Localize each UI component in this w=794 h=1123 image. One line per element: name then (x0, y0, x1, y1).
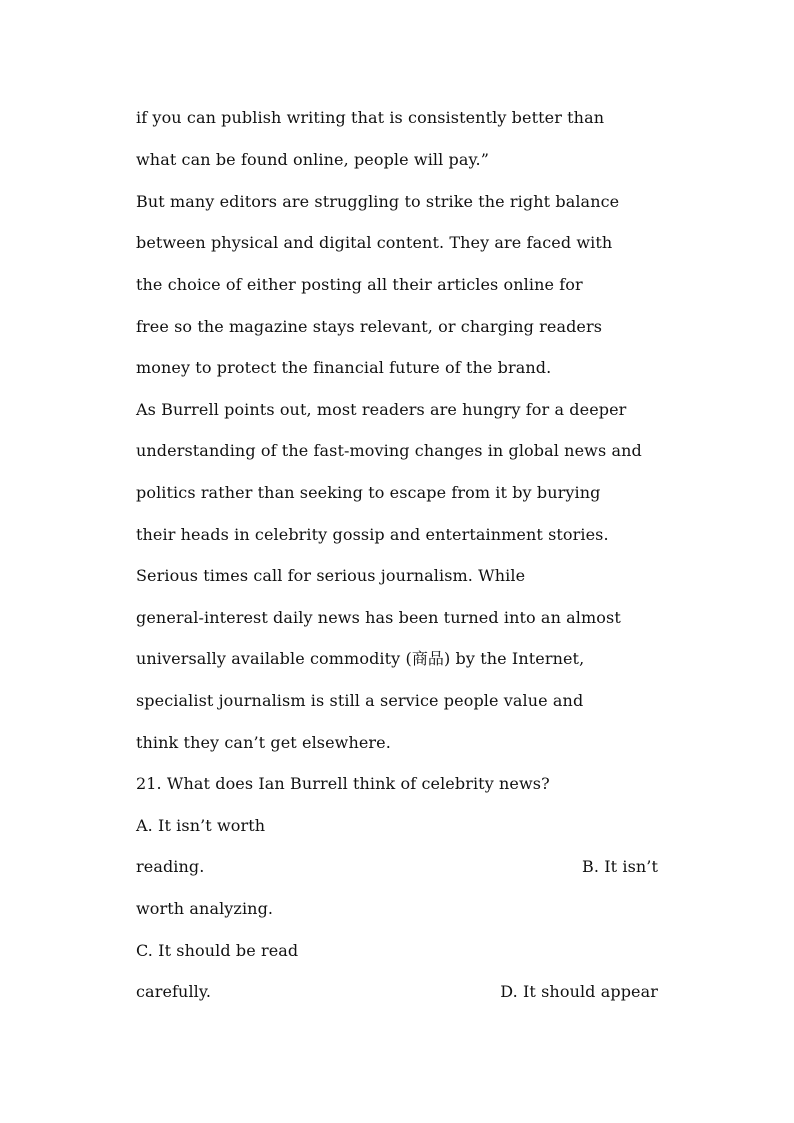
option-a (136, 815, 658, 837)
line-text: understanding of the fast-moving changes in global news and (136, 441, 642, 460)
option-c-text: C. It should be read (136, 941, 299, 960)
option-c-d-line (136, 981, 658, 1003)
paragraph-line (136, 607, 658, 629)
line-text: free so the magazine stays relevant, or charging readers (136, 317, 603, 336)
line-text: the choice of either posting all their articles online for (136, 275, 583, 294)
line-text: universally available commodity (商品) by the Internet, (136, 649, 585, 668)
option-a-text: A. It isn’t worth (136, 816, 266, 835)
option-a-b-line (136, 856, 658, 878)
paragraph-line (136, 399, 658, 421)
line-text: As Burrell points out, most readers are hungry for a deeper (136, 400, 627, 419)
option-b: B. It isn’t (581, 857, 658, 876)
line-text: think they can’t get elsewhere. (136, 733, 391, 752)
line-text: general-interest daily news has been turned into an almost (136, 608, 621, 627)
line-text: if you can publish writing that is consistently better than (136, 108, 605, 127)
paragraph-line (136, 107, 658, 129)
line-text: politics rather than seeking to escape from it by burying (136, 483, 601, 502)
paragraph-line (136, 357, 658, 379)
question-stem (136, 773, 658, 795)
paragraph-line (136, 232, 658, 254)
paragraph-line (136, 524, 658, 546)
line-text: specialist journalism is still a service people value and (136, 691, 584, 710)
option-b-continuation: worth analyzing. (136, 899, 274, 918)
paragraph-line (136, 316, 658, 338)
option-c (136, 940, 658, 962)
paragraph-line (136, 648, 658, 670)
line-text: money to protect the financial future of the brand. (136, 358, 552, 377)
option-c-continuation: carefully. (136, 982, 212, 1001)
option-d: D. It should appear (500, 982, 658, 1001)
option-b-continuation-line (136, 898, 658, 920)
line-text: their heads in celebrity gossip and entertainment stories. (136, 525, 609, 544)
paragraph-line (136, 482, 658, 504)
line-text: Serious times call for serious journalism. While (136, 566, 526, 585)
paragraph-line (136, 191, 658, 213)
paragraph-line (136, 149, 658, 171)
line-text: what can be found online, people will pay.” (136, 150, 490, 169)
paragraph-line (136, 690, 658, 712)
paragraph-line (136, 440, 658, 462)
paragraph-line (136, 732, 658, 754)
question-stem-text: 21. What does Ian Burrell think of celebrity news? (136, 774, 550, 793)
line-text: But many editors are struggling to strike the right balance (136, 192, 620, 211)
paragraph-line (136, 565, 658, 587)
line-text: between physical and digital content. They are faced with (136, 233, 613, 252)
option-a-continuation: reading. (136, 857, 205, 876)
paragraph-line (136, 274, 658, 296)
